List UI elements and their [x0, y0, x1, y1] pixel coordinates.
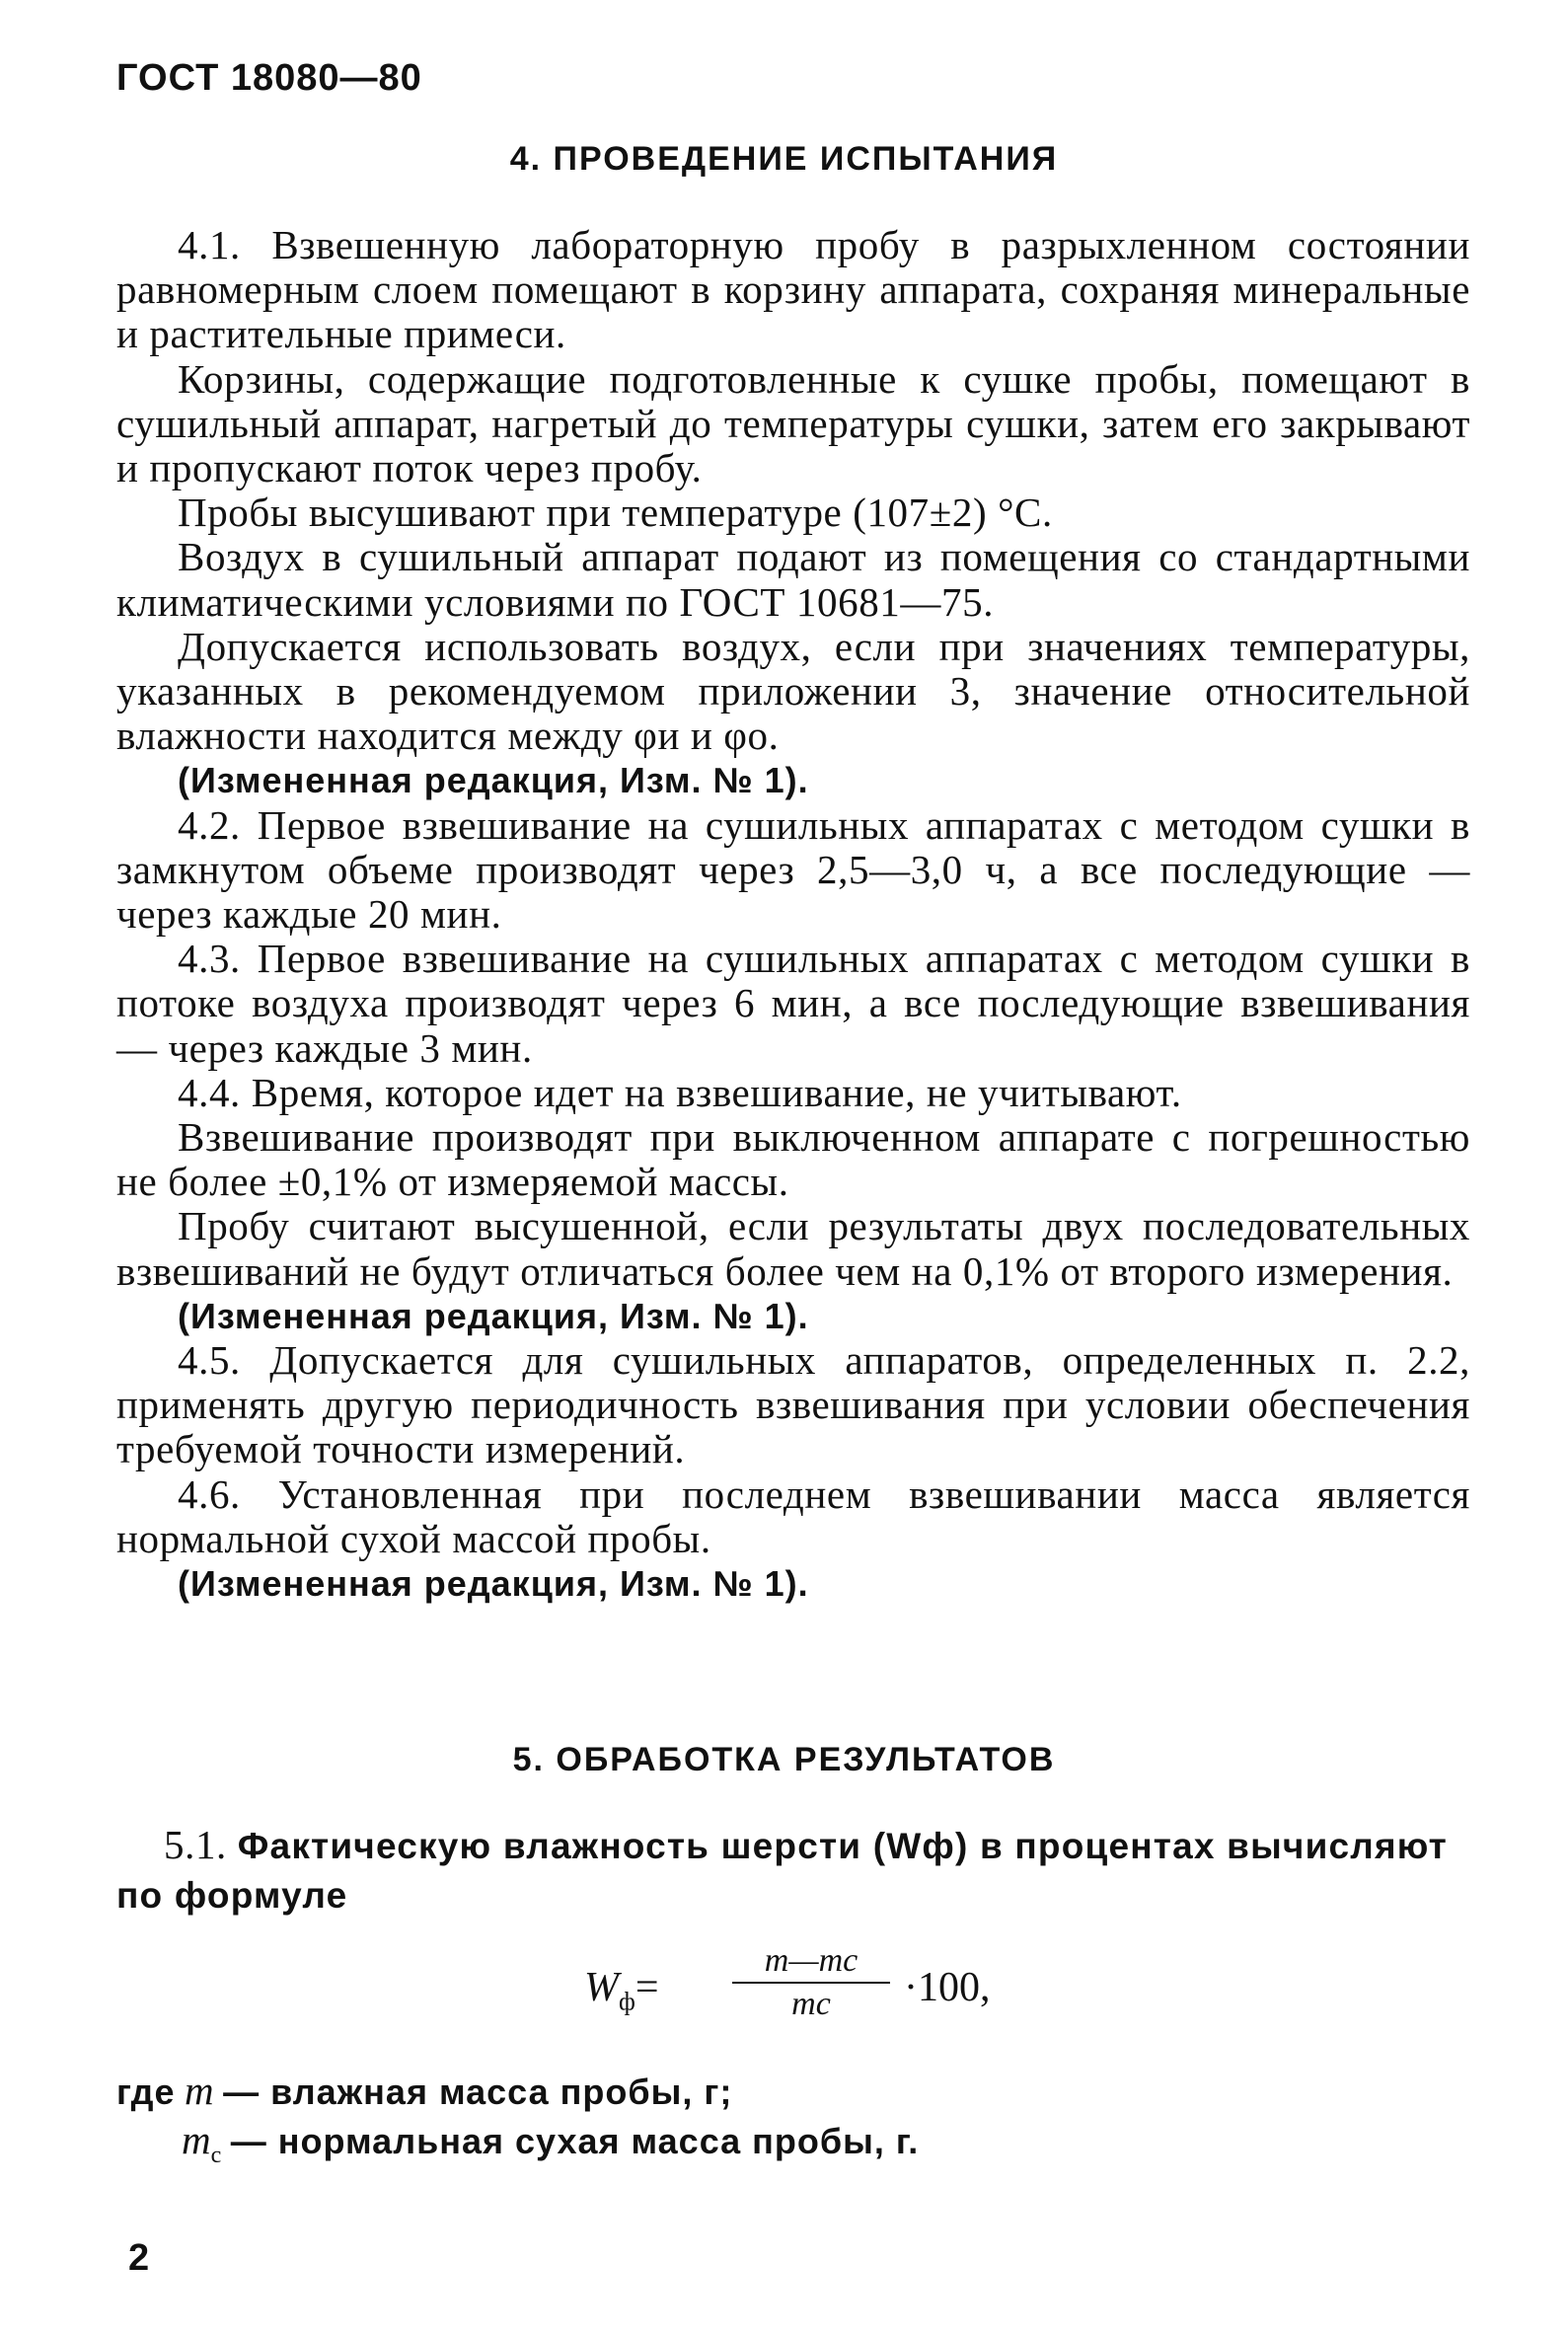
formula-legend-item	[182, 2117, 919, 2178]
amendment-note: (Измененная редакция, Изм. № 1).	[178, 760, 809, 801]
paragraph-4-3: 4.3. Первое взвешивание на сушильных аппаратах с методом сушки в потоке воздуха производят через 6 мин, а все последующие взвешивания — через каждые 3 мин.	[116, 936, 1470, 1071]
paragraph-4-5: 4.5. Допускается для сушильных аппаратов, определенных п. 2.2, применять другую периодичность взвешивания при условии обеспечения требуемой точности измерений.	[116, 1337, 1470, 1472]
paragraph-4-4-dried: Пробу считают высушенной, если результаты двух последовательных взвешиваний не будут отличаться более чем на 0,1% от второго измерения.	[116, 1203, 1470, 1294]
section-4-title: 4. ПРОВЕДЕНИЕ ИСПЫТАНИЯ	[509, 140, 1059, 178]
paragraph-4-1-air: Воздух в сушильный аппарат подают из помещения со стандартными климатическими условиями по ГОСТ 10681—75.	[116, 534, 1470, 625]
formula-equals: =	[635, 1965, 659, 2010]
paragraph-4-4: 4.4. Время, которое идет на взвешивание, не учитывают.	[178, 1069, 1182, 1115]
paragraph-5-1	[116, 1821, 1470, 1920]
paragraph-4-1-baskets: Корзины, содержащие подготовленные к сушке пробы, помещают в сушильный аппарат, нагретый до температуры сушки, затем его закрывают и пропускают поток через пробу.	[116, 355, 1470, 491]
formula-multiplier: ·100,	[904, 1965, 991, 2010]
formula-symbol-w: W	[584, 1965, 619, 2010]
page-number: 2	[128, 2237, 150, 2279]
formula-symbol-w-subscript: ф	[619, 1987, 635, 2016]
paragraph-4-1-temperature: Пробы высушивают при температуре (107±2) °С.	[178, 490, 1053, 536]
amendment-note: (Измененная редакция, Изм. № 1).	[178, 1295, 809, 1336]
formula-denominator: mс	[791, 1986, 831, 2022]
formula-fraction	[732, 1942, 890, 2023]
document-code: ГОСТ 18080—80	[116, 57, 422, 99]
paragraph-4-2: 4.2. Первое взвешивание на сушильных аппаратах с методом сушки в замкнутом объеме производят через 2,5—3,0 ч, а все последующие — через каждые 20 мин.	[116, 801, 1470, 938]
legend-symbol: m	[185, 2068, 214, 2113]
paragraph-4-1-humidity: Допускается использовать воздух, если при значениях температуры, указанных в рекомендуемом приложении 3, значение относительной влажности находится между φи и φо.	[116, 623, 1470, 759]
section-4-body	[116, 223, 1470, 1606]
section-5-title: 5. ОБРАБОТКА РЕЗУЛЬТАТОВ	[512, 1741, 1056, 1778]
paragraph-4-4-accuracy: Взвешивание производят при выключенном аппарате с погрешностью не более ±0,1% от измеряемой массы.	[116, 1114, 1470, 1205]
paragraph-4-6: 4.6. Установленная при последнем взвешивании масса является нормальной сухой массой пробы.	[116, 1470, 1470, 1561]
formula-numerator: m—mс	[732, 1942, 890, 1984]
legend-symbol-subscript: с	[210, 2143, 222, 2169]
legend-text: — влажная масса пробы, г;	[223, 2072, 733, 2112]
paragraph-4-1: 4.1. Взвешенную лабораторную пробу в разрыхленном состоянии равномерным слоем помещают в корзину аппарата, сохраняя минеральные и растительные примеси.	[116, 222, 1470, 357]
formula-lhs	[584, 1964, 659, 2016]
legend-symbol	[182, 2117, 222, 2169]
legend-text: — нормальная сухая масса пробы, г.	[230, 2121, 920, 2161]
paragraph-5-1-number: 5.1.	[164, 1822, 227, 1867]
formula-legend-item	[116, 2068, 732, 2115]
legend-symbol-letter: m	[182, 2117, 211, 2162]
paragraph-5-1-text: Фактическую влажность шерсти (Wф) в процентах вычисляют по формуле	[116, 1826, 1448, 1916]
legend-prefix: где	[116, 2072, 176, 2112]
amendment-note: (Измененная редакция, Изм. № 1).	[178, 1563, 809, 1605]
